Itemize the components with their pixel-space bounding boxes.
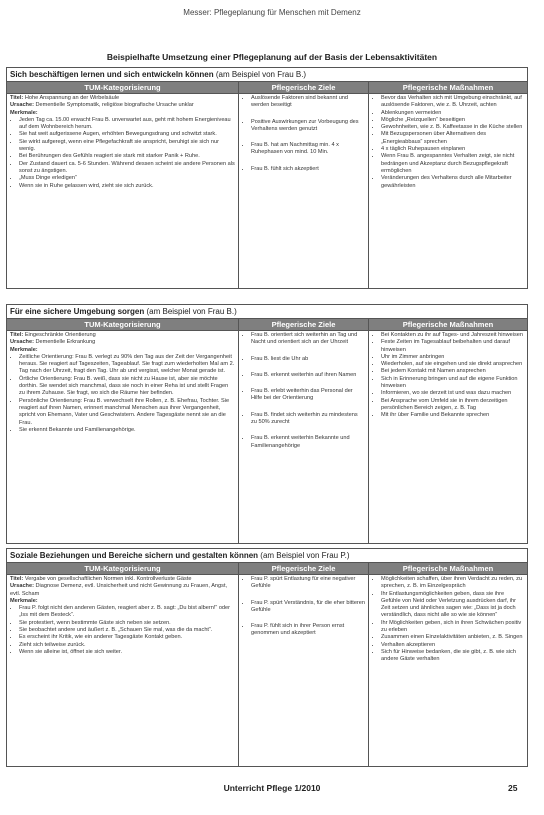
list-item: • Wiederholen, auf sie eingehen und sie direkt ansprechen [381, 361, 524, 368]
column-header-ziele: Pflegerische Ziele [239, 563, 368, 575]
list-item: • Ihr Entlastungsmöglichkeiten geben, dass sie ihre Gefühle von Neid oder Verletzung ausdrücken darf, ihr Zeit setzen und ähnliches sagen wie: „Dass ist ja doch verständlich, dass nicht alle so wie sie können“ [381, 591, 524, 620]
list-item: • Mit Bezugspersonen über Alternativen des „Energieabbaus“ sprechen [381, 131, 524, 146]
list-item: • Frau B. erkennt weiterhin Bekannte und Familienangehörige [251, 435, 365, 450]
list-item: • Sie beobachtet andere und äußert z. B. „Schauen Sie mal, was die da macht“. [19, 627, 235, 634]
list-item: • Ablenkungen vermeiden [381, 110, 524, 117]
list-item: • Zusammen einen Einzelaktivitäten anbieten, z. B. Singen [381, 634, 524, 641]
merkmale-list [10, 354, 235, 434]
list-item: • Bei Ansprache vom Umfeld sie in ihrem derzeitigen persönlichen Bereich zeigen, z. B. Tag [381, 398, 524, 413]
list-item: • Jeden Tag ca. 15.00 erwacht Frau B. unverwartet aus, geht mit hohem Energieniveau auf dem Wohnbereich herum. [19, 117, 235, 132]
column-ziele [239, 82, 369, 289]
page-title: Beispielhafte Umsetzung einer Pflegeplanung auf der Basis der Lebensaktivitäten [106, 52, 438, 62]
section-sichere-umgebung [6, 304, 528, 544]
list-item: • Verhalten akzeptieren [381, 642, 524, 649]
list-item: • Frau B. liest die Uhr ab [251, 356, 365, 363]
column-header-tum: TUM-Kategorisierung [7, 319, 238, 331]
list-item: • Wenn Frau B. angespanntes Verhalten zeigt, sie nicht bedrängen und Akzeptanz durch Bezugspflegekraft ermöglichen [381, 153, 524, 175]
list-item: • Frau B. erkennt weiterhin auf ihren Namen [251, 372, 365, 379]
column-header-ziele: Pflegerische Ziele [239, 319, 368, 331]
section-beschaeftigen [6, 67, 528, 289]
list-item: • Sich für Hinweise bedanken, die sie gibt, z. B. wie sich andere Gäste verhalten [381, 649, 524, 664]
column-header-tum: TUM-Kategorisierung [7, 82, 238, 94]
list-item: • Mit ihr über Familie und Bekannte sprechen [381, 412, 524, 419]
column-ziele [239, 563, 369, 767]
list-item: • Frau B. fühlt sich akzeptiert [251, 166, 365, 173]
section-soziale-beziehungen [6, 548, 528, 767]
list-item: • Mögliche „Reizquellen“ beseitigen [381, 117, 524, 124]
list-item: • Örtliche Orientierung: Frau B. weiß, dass sie nicht zu Hause ist, aber sie möchte dorthin. Sie wendet sich manchmal, dass sie noch in einer Reha ist und stellt Fragen zu ihrem Zuhause. Sie fragt, wo sich die Räume hier befinden. [19, 376, 235, 398]
column-header-massnahmen: Pflegerische Maßnahmen [369, 82, 527, 94]
ziele-list [242, 332, 365, 450]
list-item: • Möglichkeiten schaffen, über ihren Verdacht zu reden, zu sprechen, z. B. im Einzelgespräch [381, 576, 524, 591]
list-item: • Auslösende Faktoren sind bekannt und werden beseitigt [251, 95, 365, 110]
column-header-massnahmen: Pflegerische Maßnahmen [369, 563, 527, 575]
list-item: • Der Zustand dauert ca. 5-6 Stunden. Während dessen scheint sie andere Personen als sonst zu ängstigen. [19, 161, 235, 176]
list-item: • Ihr Möglichkeiten geben, sich in ihren Schwächen positiv zu erleben [381, 620, 524, 635]
list-item: • Zieht sich teilweise zurück. [19, 642, 235, 649]
merkmale-list [10, 605, 235, 656]
column-header-tum: TUM-Kategorisierung [7, 563, 238, 575]
list-item: • Feste Zeiten im Tagesablauf beibehalten und darauf hinweisen [381, 339, 524, 354]
list-item: • Sie protestiert, wenn bestimmte Gäste sich neben sie setzen. [19, 620, 235, 627]
massnahmen-list [372, 332, 524, 420]
column-tum: TUM-Kategorisierung Titel: Eingeschränkte Orientierung Ursache: Dementielle Erkrankung Merkmale: • Zeitliche Orientierung: Frau B. verlegt zu 90% den Tag aus der Zeit der Vergangenheit heraus. Sie reagiert auf Tageszeiten, Tageablauf. Sie fragt zum wiederholten Mal am 2. Tag nach der Uhrzeit, fragt den Tag. Uhr ab und vergisst, welcher Monat gerade ist. • Örtliche Orientierung: Frau B. weiß, dass sie nicht zu Hause ist, aber sie möchte dorthin. Sie wendet sich manchmal, dass sie noch in einer Reha ist und stellt Fragen zu ihrem Zuhause. Sie fragt, wo sich die Räume hier befinden. • Persönliche Orientierung: Frau B. verwechselt ihre Rollen, z. B. Ehefrau, Tochter. Sie reagiert auf ihren Namen, erinnert manchmal Menschen aus ihrer Vergangenheit, spricht von Ehemann, Vater und Geschwistern. Andere Tagesgäste nennt sie an die Frau. • Sie erkennt Bekannte und Familienangehörige. [7, 319, 239, 544]
column-header-ziele: Pflegerische Ziele [239, 82, 368, 94]
list-item: • Frau P. spürt Verständnis, für die eher bitteren Gefühle [251, 600, 365, 615]
list-item: • Uhr im Zimmer anbringen [381, 354, 524, 361]
list-item: • Frau B. erlebt weiterhin das Personal der Hilfe bei der Orientierung [251, 388, 365, 403]
section-title: Soziale Beziehungen und Bereiche sichern und gestalten können (am Beispiel von Frau P.) [7, 549, 527, 563]
column-header-massnahmen: Pflegerische Maßnahmen [369, 319, 527, 331]
page-number: 25 [508, 783, 518, 793]
section-title: Sich beschäftigen lernen und sich entwickeln können (am Beispiel von Frau B.) [7, 68, 527, 82]
list-item: • Wenn sie in Ruhe gelassen wird, zieht sie sich zurück. [19, 183, 235, 190]
section-title: Für eine sichere Umgebung sorgen (am Beispiel von Frau B.) [7, 305, 527, 319]
list-item: • Es erscheint ihr Kritik, wie ein anderer Tagesgäste Kontakt geben. [19, 634, 235, 641]
list-item: • Bei Berührungen des Gefühls reagiert sie stark mit starker Panik + Ruhe. [19, 153, 235, 160]
list-item: • Frau P. folgt nicht den anderen Gästen, reagiert aber z. B. sagt: „Du bist albern!“ oder „Iss mit dem Besteck“. [19, 605, 235, 620]
journal-footer: Unterricht Pflege 1/2010 [223, 783, 321, 793]
column-ziele [239, 319, 369, 544]
column-massnahmen [369, 319, 527, 544]
list-item: • Frau B. hat am Nachmittag min. 4 x Ruhephasen von mind. 10 Min. [251, 142, 365, 157]
list-item: • Sie hat weit aufgerissene Augen, erhöhten Bewegungsdrang und schwitzt stark. [19, 131, 235, 138]
list-item: • Wenn sie alleine ist, öffnet sie sich weiter. [19, 649, 235, 656]
list-item: • Sich in Erinnerung bringen und auf die eigene Funktion hinweisen [381, 376, 524, 391]
list-item: • Gewohnheiten, wie z. B. Kaffeetasse in die Küche stellen [381, 124, 524, 131]
massnahmen-list [372, 95, 524, 190]
list-item: • „Muss Dinge erledigen“ [19, 175, 235, 182]
list-item: • Persönliche Orientierung: Frau B. verwechselt ihre Rollen, z. B. Ehefrau, Tochter. Sie reagiert auf ihren Namen, erinnert manchmal Menschen aus ihrer Vergangenheit, spricht von Ehemann, Vater und Geschwistern. Andere Tagesgäste nennt sie an die Frau. [19, 398, 235, 427]
list-item: • Informieren, wo sie derzeit ist und was dazu machen [381, 390, 524, 397]
list-item: • Bei Kontakten zu ihr auf Tages- und Jahreszeit hinweisen [381, 332, 524, 339]
ziele-list [242, 576, 365, 638]
column-massnahmen [369, 563, 527, 767]
list-item: • Frau B. orientiert sich weiterhin an Tag und Nacht und orientiert sich an der Uhrzeit [251, 332, 365, 347]
column-tum: TUM-Kategorisierung Titel: Hohe Anspannung an der Wirbelsäule Ursache: Dementielle Symptomatik, religiöse biografische Ursache unklar Merkmale: • Jeden Tag ca. 15.00 erwacht Frau B. unverwartet aus, geht mit hohem Energieniveau auf dem Wohnbereich herum. • Sie hat weit aufgerissene Augen, erhöhten Bewegungsdrang und schwitzt stark. • Sie wirkt aufgeregt, wenn eine Pflegefachkraft sie anspricht, beruhigt sie sich nur wenig. • Bei Berührungen des Gefühls reagiert sie stark mit starker Panik + Ruhe. • Der Zustand dauert ca. 5-6 Stunden. Während dessen scheint sie andere Personen als sonst zu ängstigen. • „Muss Dinge erledigen“ • Wenn sie in Ruhe gelassen wird, zieht sie sich zurück. [7, 82, 239, 289]
list-item: • Veränderungen des Verhaltens durch alle Mitarbeiter gewährleisten [381, 175, 524, 190]
column-tum: TUM-Kategorisierung Titel: Vergabe von gesellschaftlichen Normen inkl. Kontrollverluste Gäste Ursache: Diagnose Demenz, evtl. Unsicherheit und nicht Gewinnung zu Frauen, Angst, evtl. Scham Merkmale: • Frau P. folgt nicht den anderen Gästen, reagiert aber z. B. sagt: „Du bist albern!“ oder „Iss mit dem Besteck“. • Sie protestiert, wenn bestimmte Gäste sich neben sie setzen. • Sie beobachtet andere und äußert z. B. „Schauen Sie mal, was die da macht“. • Es erscheint ihr Kritik, wie ein anderer Tagesgäste Kontakt geben. • Zieht sich teilweise zurück. • Wenn sie alleine ist, öffnet sie sich weiter. [7, 563, 239, 767]
list-item: • Frau P. spürt Entlastung für eine negativer Gefühle [251, 576, 365, 591]
column-massnahmen [369, 82, 527, 289]
list-item: • Bevor das Verhalten sich mit Umgebung einschränkt, auf auslösende Faktoren, wie z. B. Uhrzeit, achten [381, 95, 524, 110]
list-item: • Frau B. findet sich weiterhin zu mindestens zu 50% zurecht [251, 412, 365, 427]
list-item: • Bei jedem Kontakt mit Namen ansprechen [381, 368, 524, 375]
list-item: • 4 x täglich Ruhepausen einplanen [381, 146, 524, 153]
list-item: • Positive Auswirkungen zur Vorbeugung des Verhaltens werden genutzt [251, 119, 365, 134]
list-item: • Sie erkennt Bekannte und Familienangehörige. [19, 427, 235, 434]
list-item: • Frau P. fühlt sich in ihrer Person ernst genommen und akzeptiert [251, 623, 365, 638]
merkmale-list [10, 117, 235, 190]
ziele-list [242, 95, 365, 173]
list-item: • Zeitliche Orientierung: Frau B. verlegt zu 90% den Tag aus der Zeit der Vergangenheit heraus. Sie reagiert auf Tageszeiten, Tageablauf. Sie fragt zum wiederholten Mal am 2. Tag nach der Uhrzeit, fragt den Tag. Uhr ab und vergisst, welcher Monat gerade ist. [19, 354, 235, 376]
list-item: • Sie wirkt aufgeregt, wenn eine Pflegefachkraft sie anspricht, beruhigt sie sich nur wenig. [19, 139, 235, 154]
running-header: Messer: Pflegeplanung für Menschen mit Demenz [183, 8, 361, 17]
massnahmen-list [372, 576, 524, 664]
